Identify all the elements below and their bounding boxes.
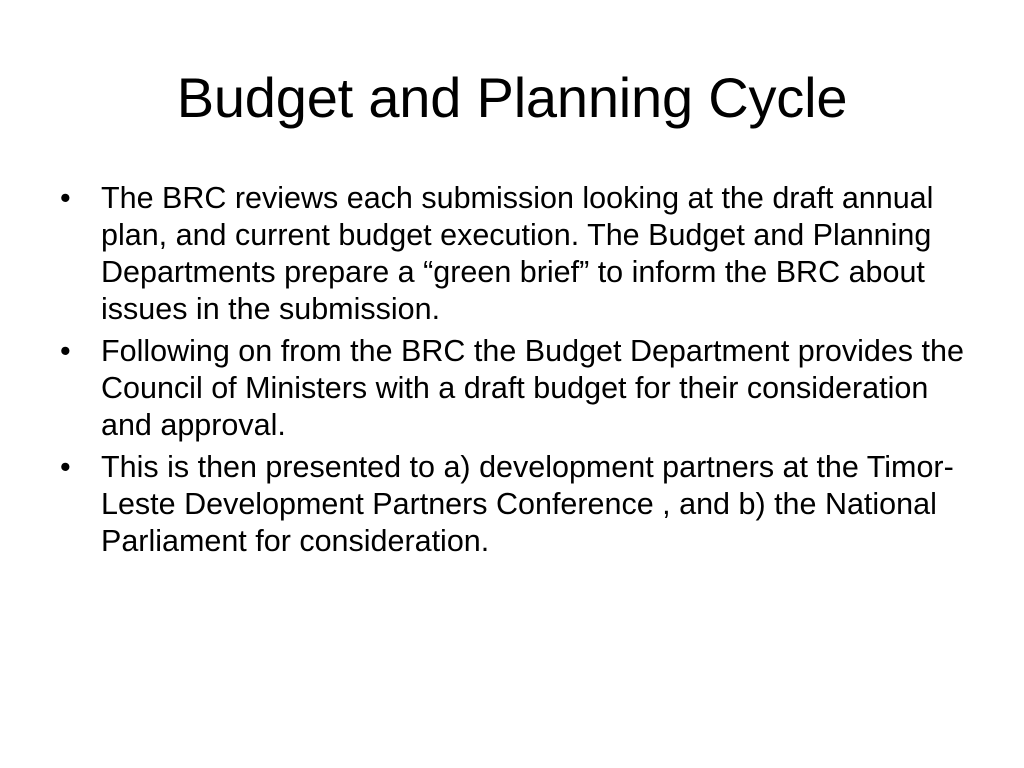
bullet-marker: • <box>60 334 71 368</box>
bullet-text: Following on from the BRC the Budget Department provides the Council of Ministers with a draft budget for their consideration and approval. <box>101 334 964 442</box>
bullet-text: The BRC reviews each submission looking at the draft annual plan, and current budget execution. The Budget and Planning Departments prepare a “green brief” to inform the BRC about issues in the submission. <box>101 181 934 326</box>
bullet-marker: • <box>60 450 71 484</box>
bullet-item <box>60 180 980 328</box>
bullet-list <box>60 180 980 565</box>
bullet-item <box>60 333 980 444</box>
slide-title: Budget and Planning Cycle <box>176 66 848 129</box>
bullet-item <box>60 449 980 560</box>
bullet-marker: • <box>60 181 71 215</box>
bullet-text: This is then presented to a) development partners at the Timor-Leste Development Partners Conference , and b) the National Parliament for consideration. <box>101 450 954 558</box>
